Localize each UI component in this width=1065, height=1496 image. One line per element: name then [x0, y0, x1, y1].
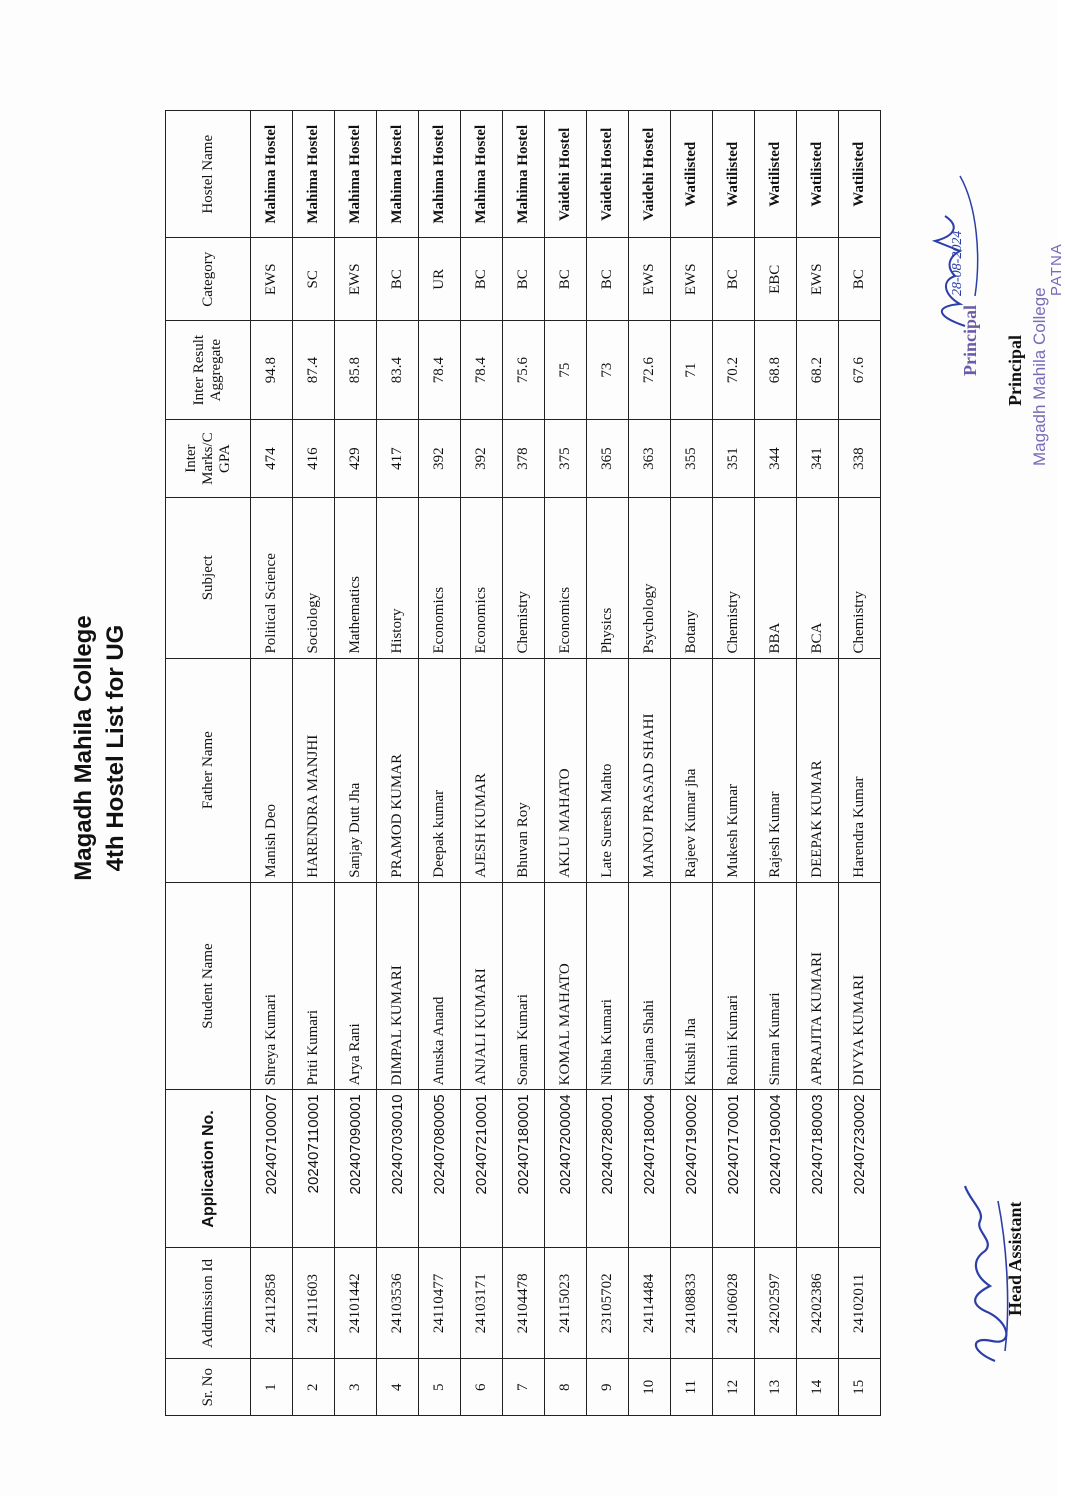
cell-inter-marks: 378: [503, 420, 545, 498]
cell-student-name: DIVYA KUMARI: [839, 882, 881, 1090]
cell-sr-no: 9: [587, 1359, 629, 1416]
cell-inter-result: 87.4: [293, 321, 335, 420]
cell-inter-marks: 417: [377, 420, 419, 498]
cell-inter-marks: 392: [419, 420, 461, 498]
cell-application-no: 202407030010: [377, 1090, 419, 1248]
table-row: [251, 111, 293, 1416]
cell-subject: History: [377, 498, 419, 658]
cell-admission-id: 24112858: [251, 1248, 293, 1359]
cell-hostel-name: Watilisted: [797, 111, 839, 238]
header-subject: Subject: [166, 498, 251, 658]
college-name: Magadh Mahila College: [70, 615, 97, 881]
cell-application-no: 202407180004: [629, 1090, 671, 1248]
cell-sr-no: 13: [755, 1359, 797, 1416]
cell-sr-no: 6: [461, 1359, 503, 1416]
cell-admission-id: 24103171: [461, 1248, 503, 1359]
table-row: [335, 111, 377, 1416]
header-father-name: Father Name: [166, 658, 251, 882]
cell-admission-id: 24111603: [293, 1248, 335, 1359]
cell-father-name: Rajeev Kumar jha: [671, 658, 713, 882]
table-row: [755, 111, 797, 1416]
cell-application-no: 202407230002: [839, 1090, 881, 1248]
cell-admission-id: 24110477: [419, 1248, 461, 1359]
cell-category: SC: [293, 238, 335, 321]
cell-inter-result: 73: [587, 321, 629, 420]
cell-sr-no: 5: [419, 1359, 461, 1416]
cell-category: BC: [545, 238, 587, 321]
header-inter-marks: Inter Marks/C GPA: [166, 420, 251, 498]
cell-inter-result: 70.2: [713, 321, 755, 420]
cell-student-name: Priti Kumari: [293, 882, 335, 1090]
cell-father-name: Rajesh Kumar: [755, 658, 797, 882]
cell-subject: Mathematics: [335, 498, 377, 658]
cell-inter-result: 68.8: [755, 321, 797, 420]
cell-student-name: Nibha Kumari: [587, 882, 629, 1090]
cell-sr-no: 11: [671, 1359, 713, 1416]
cell-application-no: 202407080005: [419, 1090, 461, 1248]
cell-student-name: DIMPAL KUMARI: [377, 882, 419, 1090]
cell-father-name: AKLU MAHATO: [545, 658, 587, 882]
cell-father-name: Bhuvan Roy: [503, 658, 545, 882]
cell-sr-no: 7: [503, 1359, 545, 1416]
cell-inter-result: 78.4: [461, 321, 503, 420]
cell-hostel-name: Mahima Hostel: [419, 111, 461, 238]
cell-application-no: 202407190004: [755, 1090, 797, 1248]
cell-category: BC: [839, 238, 881, 321]
cell-application-no: 202407180001: [503, 1090, 545, 1248]
cell-father-name: MANOJ PRASAD SHAHI: [629, 658, 671, 882]
cell-subject: Physics: [587, 498, 629, 658]
cell-father-name: Deepak kumar: [419, 658, 461, 882]
cell-inter-marks: 344: [755, 420, 797, 498]
cell-application-no: 202407210001: [461, 1090, 503, 1248]
stamp-city: PATNA: [1048, 243, 1065, 296]
cell-admission-id: 24202597: [755, 1248, 797, 1359]
cell-subject: Chemistry: [839, 498, 881, 658]
cell-category: BC: [461, 238, 503, 321]
cell-sr-no: 8: [545, 1359, 587, 1416]
cell-hostel-name: Vaidehi Hostel: [629, 111, 671, 238]
cell-subject: Chemistry: [503, 498, 545, 658]
cell-subject: Political Science: [251, 498, 293, 658]
header-student-name: Student Name: [166, 882, 251, 1090]
cell-admission-id: 24202386: [797, 1248, 839, 1359]
cell-inter-marks: 375: [545, 420, 587, 498]
table-row: [839, 111, 881, 1416]
cell-category: BC: [587, 238, 629, 321]
cell-sr-no: 1: [251, 1359, 293, 1416]
cell-category: EWS: [671, 238, 713, 321]
cell-hostel-name: Mahima Hostel: [335, 111, 377, 238]
cell-student-name: APRAJITA KUMARI: [797, 882, 839, 1090]
header-application-no: Application No.: [166, 1090, 251, 1248]
cell-application-no: 202407280001: [587, 1090, 629, 1248]
cell-inter-result: 75: [545, 321, 587, 420]
cell-category: UR: [419, 238, 461, 321]
cell-student-name: Rohini Kumari: [713, 882, 755, 1090]
cell-application-no: 202407110001: [293, 1090, 335, 1248]
cell-inter-marks: 341: [797, 420, 839, 498]
cell-admission-id: 24115023: [545, 1248, 587, 1359]
table-row: [629, 111, 671, 1416]
cell-sr-no: 3: [335, 1359, 377, 1416]
cell-sr-no: 10: [629, 1359, 671, 1416]
table-body: [251, 111, 881, 1416]
cell-father-name: HARENDRA MANJHI: [293, 658, 335, 882]
cell-admission-id: 24104478: [503, 1248, 545, 1359]
cell-student-name: Simran Kumari: [755, 882, 797, 1090]
cell-hostel-name: Mahima Hostel: [461, 111, 503, 238]
cell-inter-marks: 416: [293, 420, 335, 498]
cell-inter-marks: 392: [461, 420, 503, 498]
table-row: [377, 111, 419, 1416]
table-header-row: [166, 111, 251, 1416]
cell-hostel-name: Mahima Hostel: [503, 111, 545, 238]
cell-application-no: 202407200004: [545, 1090, 587, 1248]
cell-application-no: 202407090001: [335, 1090, 377, 1248]
cell-inter-marks: 363: [629, 420, 671, 498]
cell-admission-id: 24108833: [671, 1248, 713, 1359]
cell-student-name: KOMAL MAHATO: [545, 882, 587, 1090]
header-inter-result: Inter Result Aggregate: [166, 321, 251, 420]
cell-inter-result: 71: [671, 321, 713, 420]
cell-category: EWS: [251, 238, 293, 321]
cell-inter-result: 83.4: [377, 321, 419, 420]
cell-application-no: 202407170001: [713, 1090, 755, 1248]
cell-hostel-name: Vaidehi Hostel: [587, 111, 629, 238]
cell-category: BC: [713, 238, 755, 321]
cell-sr-no: 15: [839, 1359, 881, 1416]
cell-inter-result: 68.2: [797, 321, 839, 420]
cell-student-name: ANJALI KUMARI: [461, 882, 503, 1090]
cell-father-name: Manish Deo: [251, 658, 293, 882]
cell-sr-no: 12: [713, 1359, 755, 1416]
cell-father-name: PRAMOD KUMAR: [377, 658, 419, 882]
cell-subject: Economics: [545, 498, 587, 658]
cell-inter-marks: 474: [251, 420, 293, 498]
cell-subject: Chemistry: [713, 498, 755, 658]
cell-father-name: Sanjay Dutt Jha: [335, 658, 377, 882]
cell-inter-marks: 365: [587, 420, 629, 498]
cell-sr-no: 4: [377, 1359, 419, 1416]
cell-subject: Sociology: [293, 498, 335, 658]
cell-student-name: Anuska Anand: [419, 882, 461, 1090]
cell-inter-marks: 355: [671, 420, 713, 498]
cell-inter-result: 72.6: [629, 321, 671, 420]
header-sr-no: Sr. No: [166, 1359, 251, 1416]
header-hostel-name: Hostel Name: [166, 111, 251, 238]
table-row: [293, 111, 335, 1416]
cell-hostel-name: Mahima Hostel: [377, 111, 419, 238]
cell-inter-result: 94.8: [251, 321, 293, 420]
cell-admission-id: 24103536: [377, 1248, 419, 1359]
cell-inter-marks: 429: [335, 420, 377, 498]
cell-inter-marks: 351: [713, 420, 755, 498]
table-row: [797, 111, 839, 1416]
cell-category: BC: [377, 238, 419, 321]
principal-label: Principal: [1005, 335, 1025, 406]
table-row: [587, 111, 629, 1416]
cell-student-name: Sonam Kumari: [503, 882, 545, 1090]
cell-application-no: 202407190002: [671, 1090, 713, 1248]
cell-subject: BBA: [755, 498, 797, 658]
list-title: 4th Hostel List for UG: [102, 624, 129, 872]
cell-inter-result: 75.6: [503, 321, 545, 420]
cell-hostel-name: Watilisted: [755, 111, 797, 238]
head-assistant-label: Head Assistant: [1005, 1201, 1025, 1316]
cell-hostel-name: Watilisted: [713, 111, 755, 238]
table-row: [419, 111, 461, 1416]
table-row: [713, 111, 755, 1416]
cell-admission-id: 24114484: [629, 1248, 671, 1359]
cell-hostel-name: Mahima Hostel: [251, 111, 293, 238]
table-row: [545, 111, 587, 1416]
cell-hostel-name: Watilisted: [671, 111, 713, 238]
table-row: [671, 111, 713, 1416]
cell-admission-id: 24106028: [713, 1248, 755, 1359]
cell-admission-id: 24101442: [335, 1248, 377, 1359]
cell-category: EWS: [629, 238, 671, 321]
cell-hostel-name: Vaidehi Hostel: [545, 111, 587, 238]
cell-category: EWS: [335, 238, 377, 321]
cell-admission-id: 24102011: [839, 1248, 881, 1359]
cell-subject: Botany: [671, 498, 713, 658]
cell-hostel-name: Watilisted: [839, 111, 881, 238]
cell-subject: Economics: [419, 498, 461, 658]
table-row: [503, 111, 545, 1416]
cell-student-name: Shreya Kumari: [251, 882, 293, 1090]
cell-father-name: Harendra Kumar: [839, 658, 881, 882]
cell-sr-no: 2: [293, 1359, 335, 1416]
cell-father-name: DEEPAK KUMAR: [797, 658, 839, 882]
cell-inter-result: 67.6: [839, 321, 881, 420]
cell-sr-no: 14: [797, 1359, 839, 1416]
cell-father-name: Mukesh Kumar: [713, 658, 755, 882]
cell-application-no: 202407100007: [251, 1090, 293, 1248]
cell-father-name: Late Suresh Mahto: [587, 658, 629, 882]
cell-inter-marks: 338: [839, 420, 881, 498]
cell-inter-result: 78.4: [419, 321, 461, 420]
cell-category: EWS: [797, 238, 839, 321]
header-admission-id: Addmission Id: [166, 1248, 251, 1359]
cell-father-name: AJESH KUMAR: [461, 658, 503, 882]
cell-category: EBC: [755, 238, 797, 321]
table-row: [461, 111, 503, 1416]
cell-student-name: Khushi Jha: [671, 882, 713, 1090]
header-category: Category: [166, 238, 251, 321]
cell-inter-result: 85.8: [335, 321, 377, 420]
cell-student-name: Arya Rani: [335, 882, 377, 1090]
cell-application-no: 202407180003: [797, 1090, 839, 1248]
cell-subject: Economics: [461, 498, 503, 658]
cell-hostel-name: Mahima Hostel: [293, 111, 335, 238]
cell-admission-id: 23105702: [587, 1248, 629, 1359]
stamp-title: Principal: [960, 305, 980, 376]
cell-subject: Psychology: [629, 498, 671, 658]
hostel-list-table: [165, 110, 881, 1416]
cell-student-name: Sanjana Shahi: [629, 882, 671, 1090]
cell-subject: BCA: [797, 498, 839, 658]
signature-date: 28-08-2024: [950, 230, 965, 296]
cell-category: BC: [503, 238, 545, 321]
stamp-college-name: Magadh Mahila College: [1030, 287, 1049, 466]
